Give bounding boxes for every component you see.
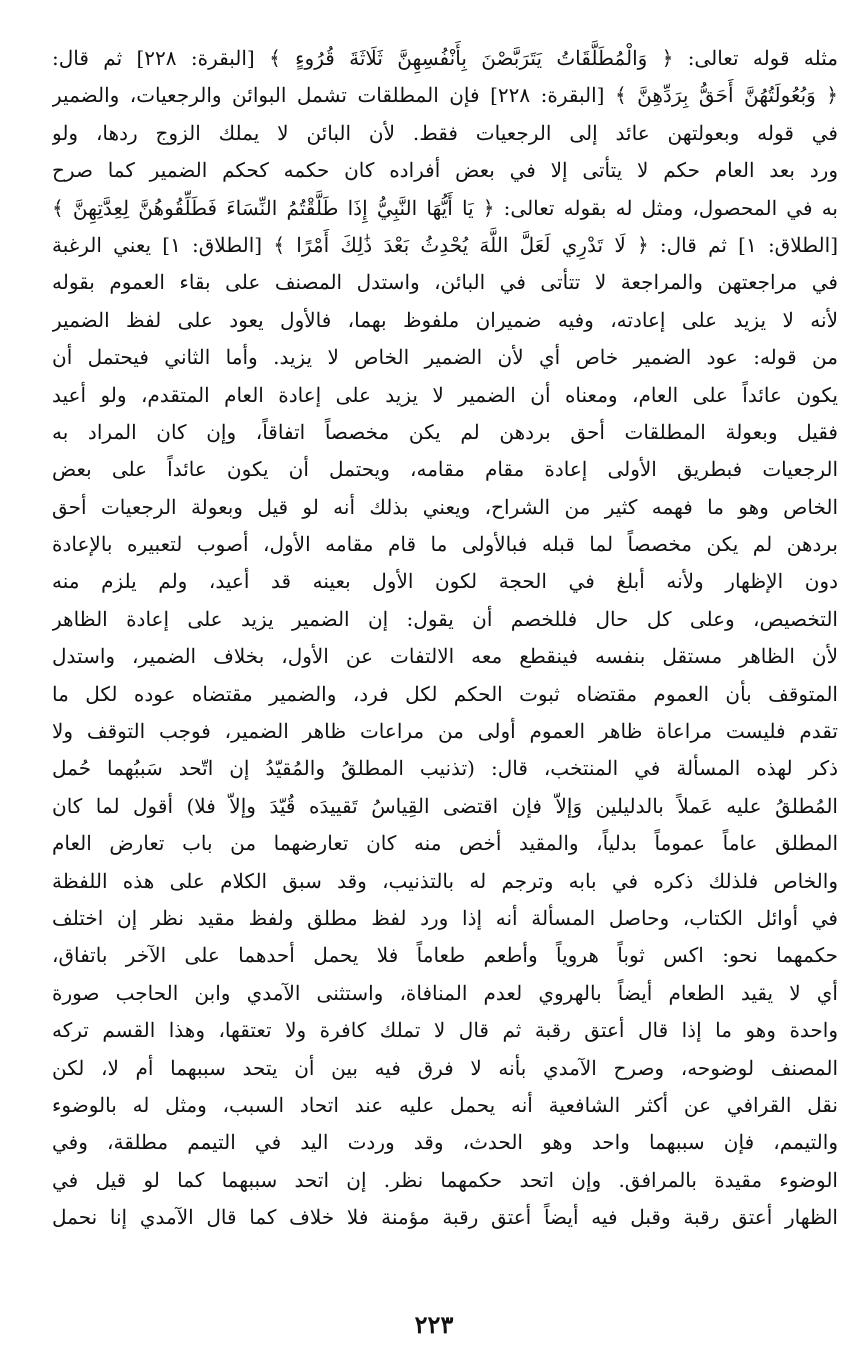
text-line: والخاص فلذلك ذكره في بابه وترجم له بالتذنيب، وقد سبق الكلام على هذه اللفظة: [52, 868, 838, 893]
text-line: المتوقف بأن العموم مقتضاه ثبوت الحكم لكل فرد، والضمير مقتضاه عوده لكل ما: [52, 681, 838, 706]
text-line: الوضوء مقيدة بالمرافق. وإن اتحد حكمهما نظر. إن اتحد سببهما كما لو قيل في: [52, 1167, 838, 1192]
text-line: لأنه لا يزيد على إعادته، وفيه ضميران ملفوظ بهما، فالأول يعود على لفظ الضمير: [52, 307, 838, 332]
text-line: من قوله: عود الضمير خاص أي لأن الضمير الخاص لا يزيد. وأما الثاني فيحتمل أن: [52, 345, 838, 370]
text-line: في مراجعتهن والمراجعة لا تتأتى في البائن، واستدل المصنف على بقاء العموم بقوله: [52, 270, 838, 295]
text-line: ﴿ وَبُعُولَتُهُنَّ أَحَقُّ بِرَدِّهِنَّ ﴾ [البقرة: ٢٢٨] فإن المطلقات تشمل البوائن والرجعيات، والضمير: [52, 83, 838, 108]
text-line: دون الإظهار ولأنه أبلغ في الحجة لكون الأول بعينه قد أعيد، ولم يلزم منه: [52, 569, 838, 594]
text-line: يكون عائداً على العام، ومعناه أن الضمير لا يزيد على إعادة العام المتقدم، ولو أعيد: [52, 382, 838, 407]
text-line: نقل القرافي عن أكثر الشافعية أنه يحمل عليه عند اتحاد السبب، ومثل له بالوضوء: [52, 1092, 838, 1117]
text-line: في أوائل الكتاب، وحاصل المسألة أنه إذا ورد لفظ مطلق ولفظ مقيد نظر إن اختلف: [52, 905, 838, 930]
text-line: [الطلاق: ١] ثم قال: ﴿ لَا تَدْرِي لَعَلَّ اللَّهَ يُحْدِثُ بَعْدَ ذَٰلِكَ أَمْرًا ﴾ [الطلاق: ١] يعني الرغبة: [52, 232, 838, 257]
page-number: ٢٢٣: [414, 1310, 454, 1339]
text-line: الظهار أعتق رقبة وقبل فيه أيضاً أعتق رقبة مؤمنة فلا خلاف كما قال الآمدي إنا نحمل: [52, 1205, 838, 1230]
text-line: تقدم فليست مراعاة ظاهر العموم أولى من مراعات ظاهر الضمير، فوجب التوقف ولا: [52, 719, 838, 744]
text-line: المُطلقُ عليه عَملاً بالدليلين وَإلاّ فإن اقتضى القِياسُ تَقييدَه قُيّدَ وإلاّ فلا) أقول لما كان: [52, 793, 838, 818]
text-line: مثله قوله تعالى: ﴿ وَالْمُطَلَّقَاتُ يَتَرَبَّصْنَ بِأَنْفُسِهِنَّ ثَلَاثَةَ قُرُوءٍ ﴾ [البقرة: ٢٢٨] ثم قال:: [52, 46, 838, 70]
text-line: ورد بعد العام حكم لا يتأتى إلا في بعض أفراده كان حكمه كحكم الضمير كما صرح: [52, 158, 838, 183]
text-line: لأن الظاهر مستقل بنفسه فينقطع معه الالتفات عن الأول، بخلاف الضمير، واستدل: [52, 644, 838, 669]
text-line: التخصيص، وعلى كل حال فللخصم أن يقول: إن الضمير يزيد على إعادة الظاهر: [52, 606, 838, 631]
text-line: فقيل وبعولة المطلقات أحق بردهن لم يكن مخصصاً اتفاقاً، وإن كان المراد به: [52, 419, 838, 444]
text-line: واحدة وهو ما إذا قال أعتق رقبة ثم قال لا تملك كافرة ولا تعتقها، وهذا القسم تركه: [52, 1018, 838, 1043]
text-line: الخاص وهو ما فهمه كثير من الشراح، ويعني بذلك أنه لو قيل وبعولة الرجعيات أحق: [52, 494, 838, 519]
body-text: [52, 40, 838, 1237]
text-line: حكمهما نحو: اكس ثوباً هروياً وأطعم طعاماً فلا يحمل أحدهما على الآخر باتفاق،: [52, 943, 838, 968]
text-line: به في المحصول، ومثل له بقوله تعالى: ﴿ يَا أَيُّهَا النَّبِيُّ إِذَا طَلَّقْتُمُ النِّسَاءَ فَطَلِّقُوهُنَّ لِعِدَّتِهِنَّ ﴾: [52, 195, 838, 220]
text-line: أي لا يقيد الطعام أيضاً بالهروي لعدم المنافاة، واستثنى الآمدي وابن الحاجب صورة: [52, 980, 838, 1005]
text-line: بردهن لم يكن مخصصاً لما قبله فبالأولى ما قام مقامه الأول، أصوب لتعبيره بالإعادة: [52, 532, 838, 557]
text-line: في قوله وبعولتهن عائد إلى الرجعيات فقط. لأن البائن لا يملك الزوج ردها، ولو: [52, 120, 838, 145]
text-line: المصنف لوضوحه، وصرح الآمدي بأنه لا فرق فيه بين أن يتحد سببهما أم لا، لكن: [52, 1055, 838, 1080]
text-line: الرجعيات فبطريق الأولى إعادة مقام مقامه، ويحتمل أن يكون عائداً على بعض: [52, 457, 838, 482]
text-line: ذكر لهذه المسألة في المنتخب، قال: (تذنيب المطلقُ والمُقيّدُ إن اتّحد سَببُهما حُمل: [52, 756, 838, 781]
text-line: المطلق عاماً عموماً بدلياً، والمقيد أخص منه كان تعارضهما من باب تعارض العام: [52, 831, 838, 856]
text-line: والتيمم، فإن سببهما واحد وهو الحدث، وقد وردت اليد في التيمم مطلقة، وفي: [52, 1130, 838, 1155]
